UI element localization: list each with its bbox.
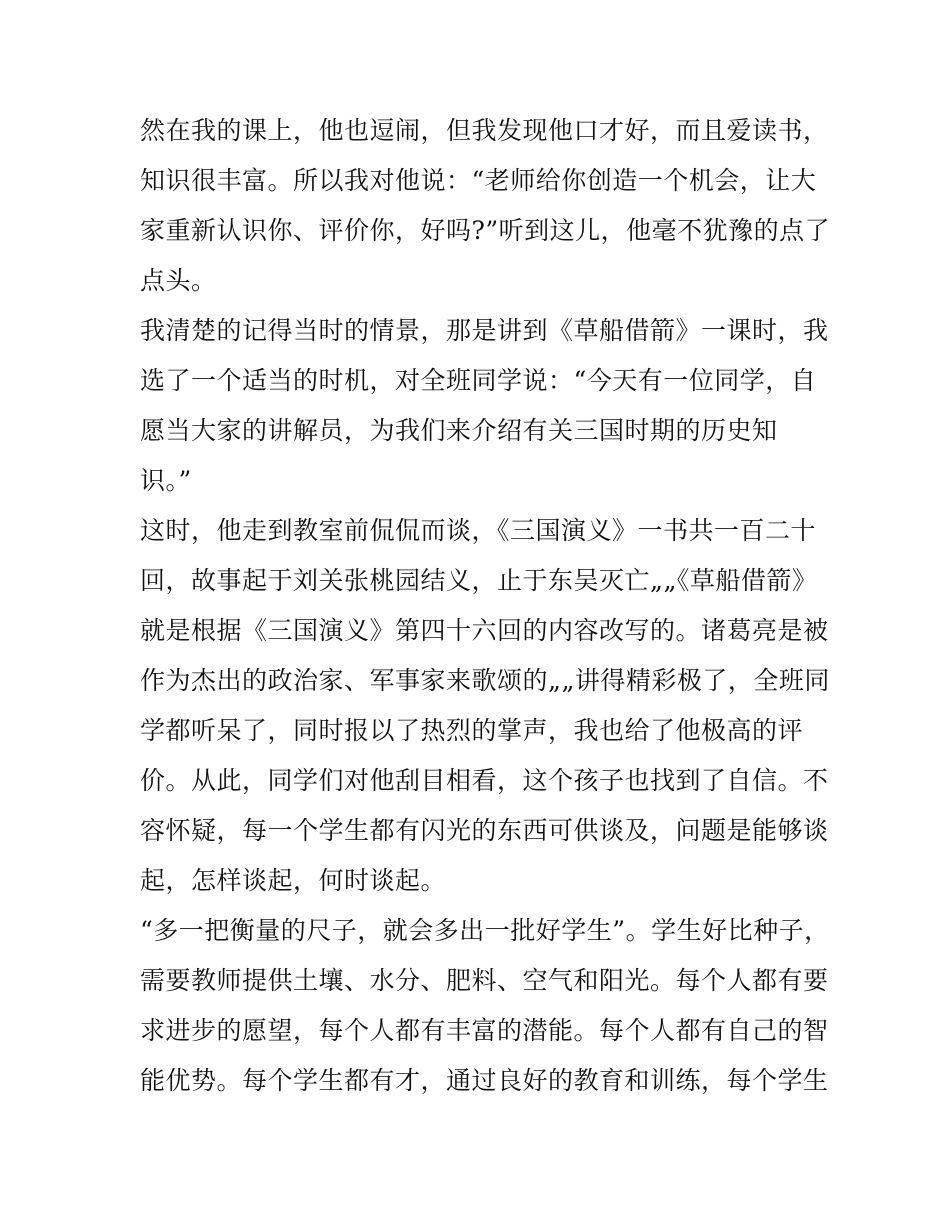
text-line: 家重新认识你、评价你，好吗?”听到这儿，他毫不犹豫的点了 — [140, 216, 831, 245]
document-body — [140, 106, 831, 1106]
text-line: 容怀疑，每一个学生都有闪光的东西可供谈及，问题是能够谈 — [140, 816, 829, 845]
text-line: 作为杰出的政治家、军事家来歌颂的„„讲得精彩极了，全班同 — [140, 666, 830, 695]
text-line: 然在我的课上，他也逗闹，但我发现他口才好，而且爱读书， — [140, 116, 829, 145]
text-line: 点头。 — [140, 266, 217, 295]
text-line: 能优势。每个学生都有才，通过良好的教育和训练，每个学生 — [140, 1066, 829, 1095]
text-line: “多一把衡量的尺子，就会多出一批好学生”。学生好比种子， — [140, 916, 830, 945]
text-line: 回，故事起于刘关张桃园结义，止于东吴灭亡„„《草船借箭》 — [140, 566, 818, 595]
text-line: 求进步的愿望，每个人都有丰富的潜能。每个人都有自己的智 — [140, 1016, 829, 1045]
text-line: 价。从此，同学们对他刮目相看，这个孩子也找到了自信。不 — [140, 766, 829, 795]
text-line: 选了一个适当的时机，对全班同学说：“今天有一位同学，自 — [140, 366, 817, 395]
text-line: 我清楚的记得当时的情景，那是讲到《草船借箭》一课时，我 — [140, 316, 829, 345]
text-line: 这时，他走到教室前侃侃而谈，《三国演义》一书共一百二十 — [140, 516, 817, 545]
text-line: 学都听呆了，同时报以了热烈的掌声，我也给了他极高的评 — [140, 716, 804, 745]
text-line: 愿当大家的讲解员，为我们来介绍有关三国时期的历史知 — [140, 416, 778, 445]
text-line: 知识很丰富。所以我对他说：“老师给你创造一个机会，让大 — [140, 166, 817, 195]
text-line: 起，怎样谈起，何时谈起。 — [140, 866, 447, 895]
text-line: 识。” — [140, 466, 192, 495]
text-line: 需要教师提供土壤、水分、肥料、空气和阳光。每个人都有要 — [140, 966, 829, 995]
text-line: 就是根据《三国演义》第四十六回的内容改写的。诸葛亮是被 — [140, 616, 829, 645]
